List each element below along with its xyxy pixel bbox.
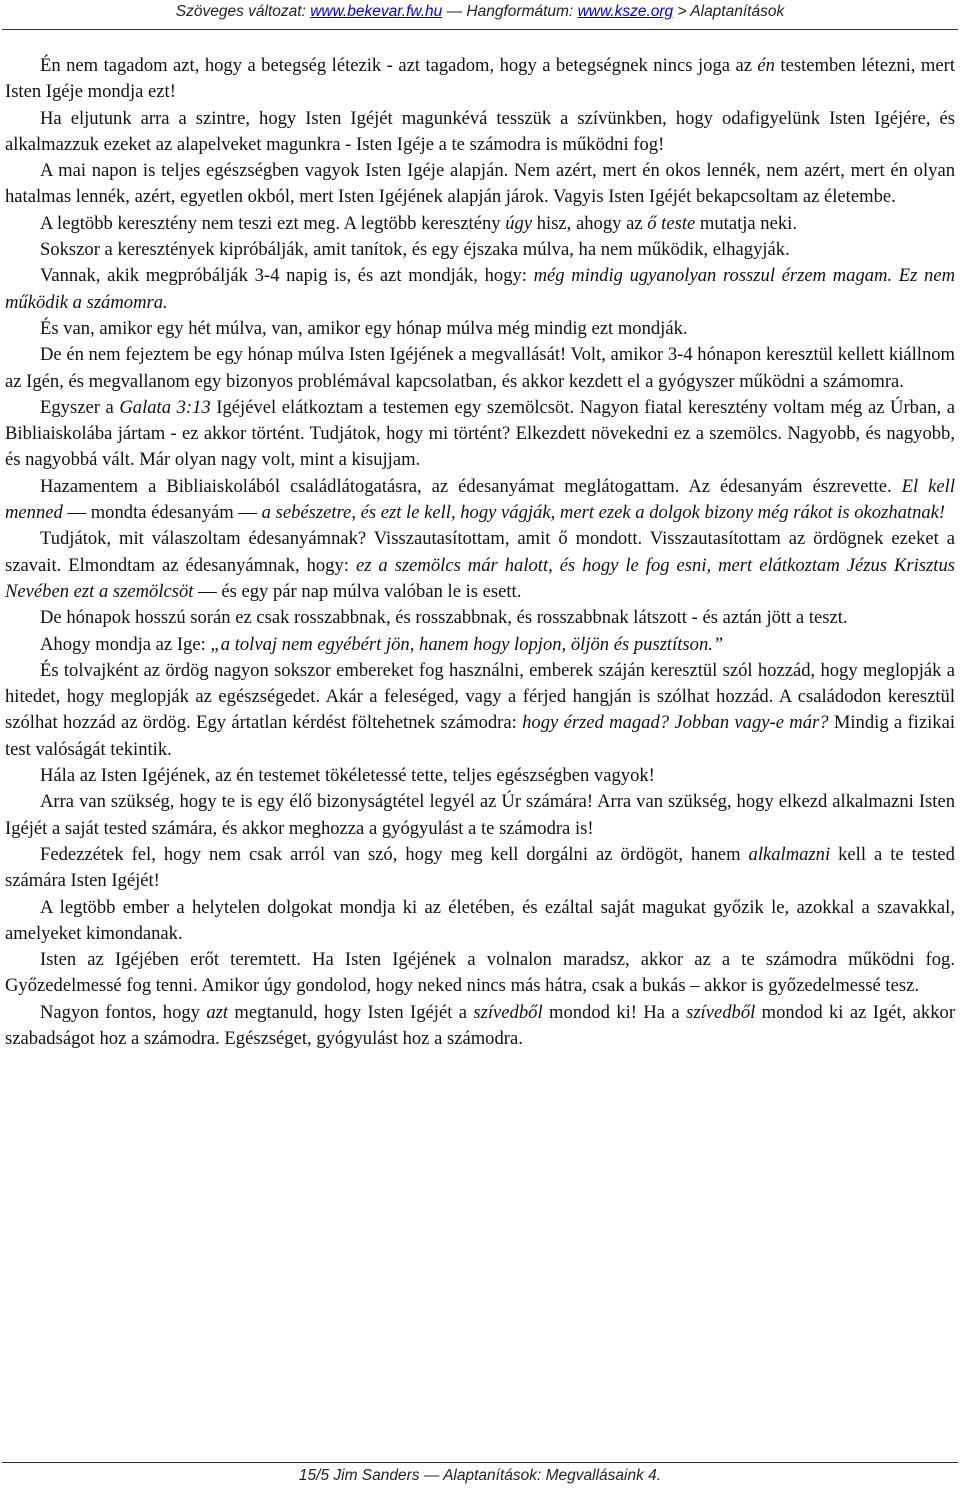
text-run: Mindig a fizikai test valóságát tekintik. <box>5 712 955 760</box>
italic-run: „a tolvaj nem egyébért jön, hanem hogy lopjon, öljön és pusztítson.” <box>210 633 724 655</box>
text-run: Egyszer a <box>40 396 120 418</box>
paragraph <box>5 605 955 631</box>
header-version-label: Szöveges változat: <box>175 3 306 20</box>
paragraph <box>5 947 955 1000</box>
paragraph <box>5 316 955 342</box>
text-run: mutatja neki. <box>695 212 797 234</box>
italic-run: Galata 3:13 <box>119 396 211 418</box>
text-run: A legtöbb keresztény nem teszi ezt meg. A legtöbb keresztény <box>40 212 506 234</box>
text-run: Hazamentem a Bibliaiskolából családlátogatásra, az édesanyámat meglátogattam. Az édesanyám észrevette. <box>40 475 902 497</box>
header-audio-label: Hangformátum: <box>466 3 574 20</box>
italic-run: alkalmazni <box>748 843 831 865</box>
text-run: Isten az Igéjében erőt teremtett. Ha Isten Igéjének a volnalon maradsz, akkor az a te számodra működni fog. Győzedelmessé fog tenni. Amikor úgy gondolod, hogy neked nincs más hátra, csak a bukás – akkor is győzedelmessé tesz. <box>5 949 955 997</box>
italic-run: szívedből <box>686 1001 756 1023</box>
text-run: mondod ki! Ha a <box>542 1001 687 1023</box>
paragraph <box>5 53 955 106</box>
page-footer: 15/5 Jim Sanders — Alaptanítások: Megvallásaink 4. <box>298 1467 662 1484</box>
italic-run: El kell menned <box>5 475 955 524</box>
text-run: De én nem fejeztem be egy hónap múlva Isten Igéjének a megvallását! Volt, amikor 3-4 hónapon keresztül kellett kiállnom az Igén, és megvallanom egy bizonyos problémával kapcsolatban, és akkor kezdett el a gyógyszer működni a számomra. <box>5 344 955 392</box>
italic-run: még mindig ugyanolyan rosszul érzem magam. Ez nem működik a számomra. <box>5 265 955 313</box>
text-run: Sokszor a keresztények kipróbálják, amit tanítok, és egy éjszaka múlva, ha nem működik, elhagyják. <box>40 239 790 261</box>
text-run: Ha eljutunk arra a szintre, hogy Isten Igéjét magunkévá tesszük a szívünkben, hogy odafigyelünk Isten Igéjére, és alkalmazzuk ezeket az alapelveket magunkra - Isten Igéje a te számodra is működni fog! <box>5 107 955 155</box>
italic-run: teste <box>661 212 696 234</box>
italic-run: én <box>757 55 775 76</box>
paragraph <box>5 658 955 763</box>
paragraph <box>5 263 955 316</box>
text-run: Ahogy mondja az Ige: <box>40 633 211 655</box>
text-run: A mai napon is teljes egészségben vagyok Isten Igéje alapján. Nem azért, mert én okos lennék, nem azért, mert én olyan hatalmas lennék, azért, egyetlen okból, mert Isten Igéjének alapján járok. Vagyis Isten Igéjét bekapcsoltam az életembe. <box>5 160 955 208</box>
italic-run: ő <box>647 212 657 234</box>
header-separator: — <box>446 3 463 20</box>
italic-run: hogy érzed magad? Jobban vagy-e már? <box>522 712 829 734</box>
italic-run: úgy <box>505 212 533 234</box>
paragraph <box>5 763 955 789</box>
text-run: A legtöbb ember a helytelen dolgokat mondja ki az életében, és ezáltal saját magukat győzik le, azokkal a szavakkal, amelyeket kimondanak. <box>5 896 955 944</box>
paragraph <box>5 211 955 237</box>
paragraph <box>5 526 955 605</box>
paragraph <box>5 158 955 211</box>
text-run: — mondta édesanyám — <box>62 502 262 524</box>
paragraph <box>5 842 955 895</box>
paragraph <box>5 106 955 159</box>
document-body <box>5 53 955 1052</box>
header-divider <box>2 29 958 30</box>
paragraph <box>5 395 955 474</box>
text-run: kell a te tested számára Isten Igéjét! <box>5 843 955 892</box>
paragraph <box>5 342 955 395</box>
text-run: Igéjével elátkoztam a testemen egy szemölcsöt. Nagyon fiatal keresztény voltam még az Úrban, a Bibliaiskolába jártam - ez akkor történt. Tudjátok, hogy mi történt? Elkezdett növekedni ez a szemölcs. Nagyobb, és nagyobb, és nagyobbá vált. Már olyan nagy volt, mint a kisujjam. <box>5 396 956 471</box>
footer-divider <box>2 1462 958 1463</box>
header-breadcrumb: > Alaptanítások <box>677 3 785 20</box>
text-run: megtanuld, hogy Isten Igéjét a <box>228 1001 474 1023</box>
page-header <box>0 0 960 32</box>
text-run: — és egy pár nap múlva valóban le is esett. <box>193 580 522 602</box>
text-run: Nagyon fontos, hogy <box>40 1001 207 1023</box>
bekevar-link[interactable]: www.bekevar.fw.hu <box>310 3 443 20</box>
text-run: És tolvajként az ördög nagyon sokszor embereket fog használni, emberek száján keresztül szól hozzád, hogy meglopják a hitedet, hogy meglopják az egészségedet. Akár a feleséged, vagy a férjed hangján is szólhat hozzád. A családodon keresztül szólhat hozzád az ördög. Egy ártatlan kérdést föltehetnek számodra: <box>5 659 955 734</box>
text-run: testemben létezni, mert Isten Igéje mondja ezt! <box>5 55 955 103</box>
text-run: Tudjátok, mit válaszoltam édesanyámnak? Visszautasítottam, amit ő mondott. Visszautasítottam az ördögnek ezeket a szavait. Elmondtam az édesanyámnak, hogy: <box>5 528 955 576</box>
paragraph <box>5 632 955 658</box>
paragraph <box>5 789 955 842</box>
text-run: De hónapok hosszú során ez csak rosszabbnak, és rosszabbnak, és rosszabbnak látszott - és aztán jött a teszt. <box>40 607 848 629</box>
text-run: És van, amikor egy hét múlva, van, amikor egy hónap múlva még mindig ezt mondják. <box>40 317 688 339</box>
text-run: hisz, ahogy az <box>532 212 648 234</box>
ksze-link[interactable]: www.ksze.org <box>577 3 674 20</box>
text-run: Én nem tagadom azt, hogy a betegség létezik - azt tagadom, hogy a betegségnek nincs joga az <box>40 55 758 76</box>
text-run: mondod ki az Igét, akkor szabadságot hoz a számodra. Egészséget, gyógyulást hoz a számodra. <box>5 1001 956 1049</box>
paragraph <box>5 1000 955 1053</box>
text-run: Arra van szükség, hogy te is egy élő bizonyságtétel legyél az Úr számára! Arra van szükség, hogy elkezd alkalmazni Isten Igéjét a saját tested számára, és akkor meghozza a gyógyulást a te számodra is! <box>5 791 955 839</box>
text-run: Vannak, akik megpróbálják 3-4 napig is, és azt mondják, hogy: <box>40 265 534 287</box>
italic-run: ez a szemölcs már halott, és hogy le fog esni, mert elátkoztam Jézus Krisztus Nevében ezt a szemölcsöt <box>5 554 955 602</box>
text-run: Hála az Isten Igéjének, az én testemet tökéletessé tette, teljes egészségben vagyok! <box>40 765 655 787</box>
italic-run: azt <box>206 1001 229 1023</box>
paragraph <box>5 895 955 948</box>
text-run: Fedezzétek fel, hogy nem csak arról van szó, hogy meg kell dorgálni az ördögöt, hanem <box>40 843 749 865</box>
italic-run: szívedből <box>473 1001 543 1023</box>
paragraph <box>5 474 955 527</box>
paragraph <box>5 237 955 263</box>
italic-run: a sebészetre, és ezt le kell, hogy vágják, mert ezek a dolgok bizony még rákot is okozhatnak! <box>261 502 946 524</box>
